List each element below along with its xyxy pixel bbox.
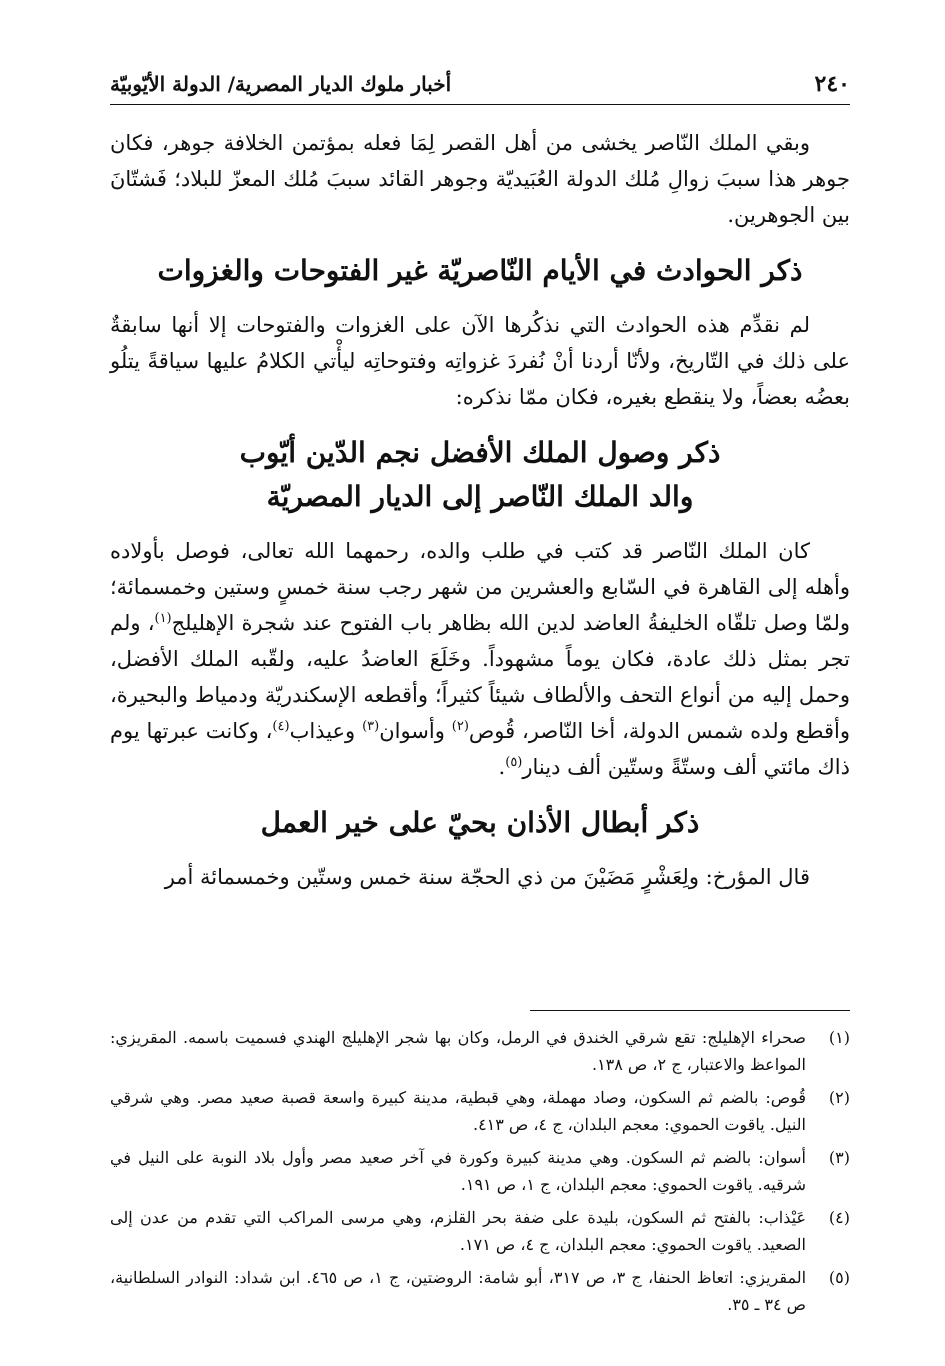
footnote-number: (٥) [828,1268,850,1287]
main-text [110,125,850,895]
footnote-5 [110,1264,850,1318]
footnote-text: عَيْذاب: بالفتح ثم السكون، بليدة على ضفة بحر القلزم، وهي مرسى المراكب التي تقدم من عدن إلى الصعيد. ياقوت الحموي: معجم البلدان، ج ٤، ص ١٧١. [110,1208,806,1254]
footnote-text: أسوان: بالضم ثم السكون. وهي مدينة كبيرة وكورة في آخر صعيد مصر وأول بلاد النوبة على النيل في شرقيه. ياقوت الحموي: معجم البلدان، ج ١، ص ١٩١. [110,1148,806,1194]
heading-line: ذكر أبطال الأذان بحيّ على خير العمل [260,806,700,839]
text-run: . [498,755,506,779]
page-number: ٢٤٠ [814,71,850,97]
footnote-ref-4[interactable]: (٤) [272,719,290,734]
footnotes [110,1024,850,1324]
footnote-number: (٤) [828,1208,850,1227]
footnote-4 [110,1204,850,1258]
footnote-text: المقريزي: اتعاظ الحنفا، ج ٣، ص ٣١٧، أبو شامة: الروضتين، ج ١، ص ٤٦٥. ابن شداد: النوادر السلطانية، ص ٣٤ ـ ٣٥. [110,1268,807,1314]
footnote-divider [530,1010,850,1011]
footnote-text: قُوص: بالضم ثم السكون، وصاد مهملة، وهي قبطية، مدينة كبيرة واسعة قصبة صعيد مصر. وهي شرقي النيل. ياقوت الحموي: معجم البلدان، ج ٤، ص ٤١٣. [110,1088,806,1134]
footnote-3 [110,1144,850,1198]
heading-line: ذكر وصول الملك الأفضل نجم الدّين أيّوب [239,436,721,469]
book-page [110,64,851,1314]
heading-line: والد الملك النّاصر إلى الديار المصريّة [266,480,694,513]
running-header [110,64,850,105]
heading-line: ذكر الحوادث في الأيام النّاصريّة غير الفتوحات والغزوات [157,254,803,287]
section-heading-arrival [110,431,850,519]
footnote-number: (٢) [828,1088,850,1107]
text-run: وأسوان [379,719,452,743]
footnote-text: صحراء الإهليلج: تقع شرقي الخندق في الرمل، وكان بها شجر الإهليلج الهندي فسميت باسمه. المقريزي: المواعظ والاعتبار، ج ٢، ص ١٣٨. [110,1028,806,1074]
footnote-2 [110,1084,850,1138]
text-run: ، ولم تجر بمثل ذلك عادة، فكان يوماً مشهوداً. وخَلَعَ العاضدُ عليه، ولقّبه الملك الأفضل، وحمل إليه من أنواع التحف والألطاف شيئاً كثيراً؛ وأقطعه الإسكندريّة ودمياط والبحيرة، وأقطع ولده شمس الدولة، أخا النّاصر، قُوص [110,611,851,743]
text-run: وعيذاب [289,719,363,743]
footnote-1 [110,1024,850,1078]
text-run: ، وكانت عبرتها يوم ذاك مائتي ألف وستّةً وستّين ألف دينار [110,719,850,779]
paragraph-arrival [110,533,850,785]
section-heading-adhan [110,801,850,845]
footnote-ref-3[interactable]: (٣) [362,719,380,734]
footnote-ref-2[interactable]: (٢) [451,719,469,734]
paragraph-events-intro: لم نقدِّم هذه الحوادث التي نذكُرها الآن على الغزوات والفتوحات إلا أنها سابقةٌ على ذلك في التّاريخ، ولأنّا أردنا أنْ نُفردَ غزواتِه وفتوحاتِه ليأْتي الكلامُ عليها سياقةً يتلُو بعضُه بعضاً، ولا ينقطع بغيره، فكان ممّا نذكره: [110,313,850,409]
paragraph-jawhar: وبقي الملك النّاصر يخشى من أهل القصر لِمَا فعله بمؤتمن الخلافة جوهر، فكان جوهر هذا سببَ زوالِ مُلك الدولة العُبَيديّة وجوهر القائد سببَ مُلك المعزّ للبلاد؛ فَشتّانَ بين الجوهرين. [110,131,851,227]
running-title: أخبار ملوك الديار المصرية/ الدولة الأيّوبيّة [110,72,452,96]
footnote-number: (٣) [828,1148,850,1167]
footnote-number: (١) [828,1028,850,1047]
paragraph-adhan: قال المؤرخ: ولِعَشْرٍ مَضَيْنَ من ذي الحجّة سنة خمس وستّين وخمسمائة أمر [164,865,810,889]
text-run: كان الملك النّاصر قد كتب في طلب والده، رحمهما الله تعالى، فوصل بأولاده وأهله إلى القاهرة في السّابع والعشرين من شهر رجب سنة خمسٍ وستين وخمسمائة؛ ولمّا وصل تلقّاه الخليفةُ العاضد لدين الله بظاهر باب الفتوح عند شجرة الإهليلج [110,539,850,635]
section-heading-events [110,249,850,293]
footnote-ref-5[interactable]: (٥) [505,755,523,770]
footnote-ref-1[interactable]: (١) [154,611,172,626]
